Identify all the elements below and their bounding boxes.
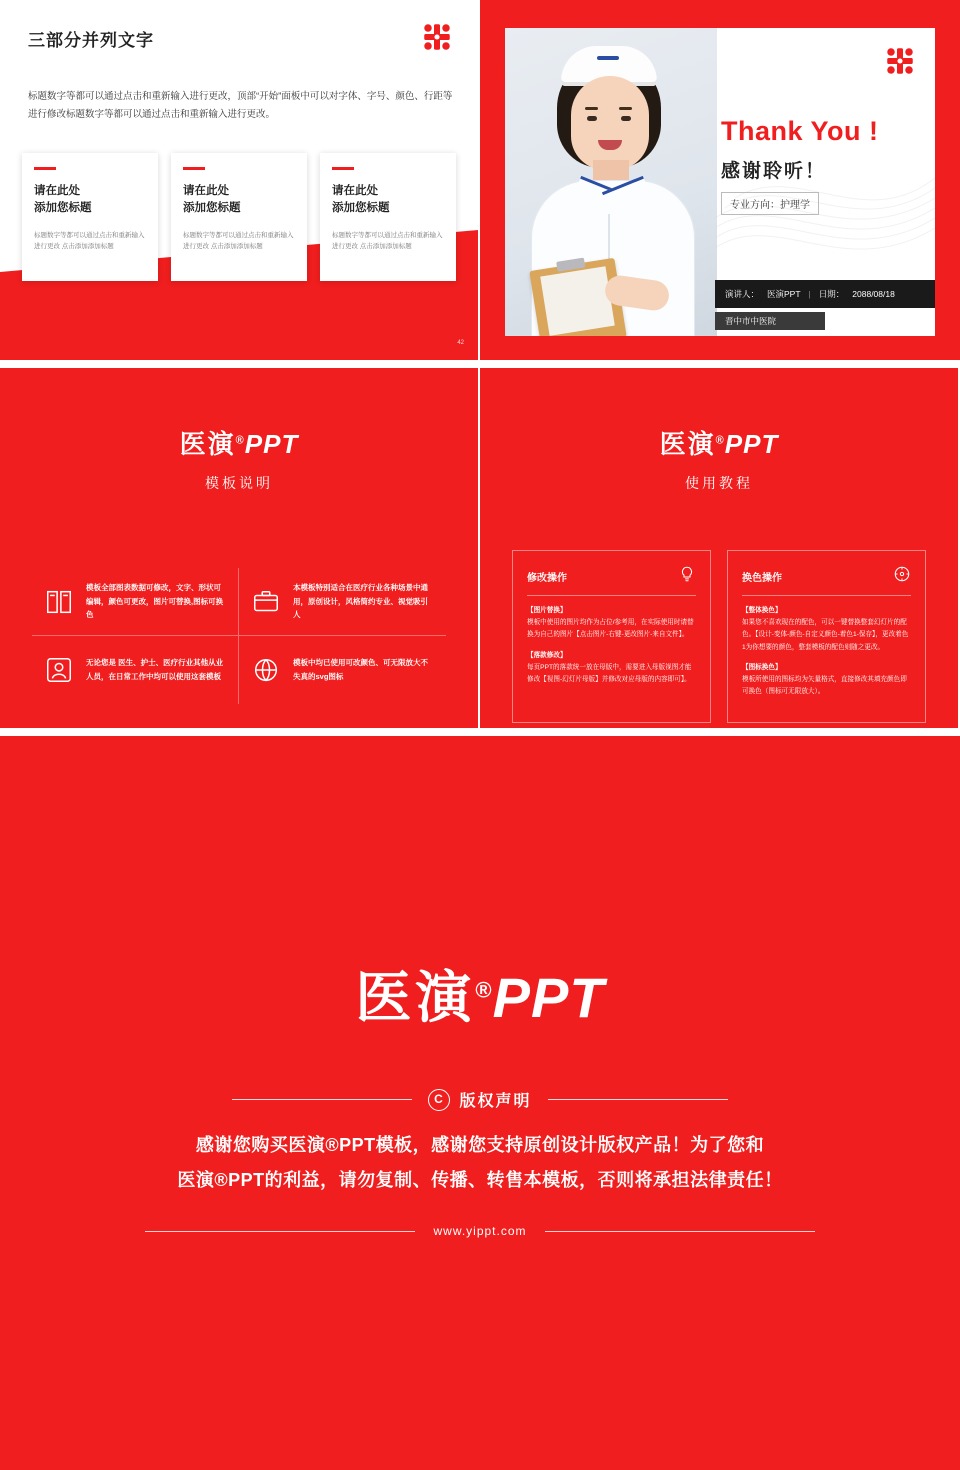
copyright-title-group [428,1088,531,1111]
nurse-brow-right [619,107,632,110]
card-row [22,153,456,281]
slide-three-column-text [0,0,478,360]
brand-chinese: 医演 [659,429,716,459]
thank-you-english: Thank You ! [721,116,879,146]
card-body: 标题数字等都可以通过点击和重新输入进行更改 点击添加添加标题 [332,231,443,250]
feature-item [239,636,446,704]
book-icon [44,587,74,617]
slide-template-description [0,368,478,728]
feature-item [239,568,446,636]
slide-gap-vertical [478,0,480,728]
panel-edit-operations [512,550,711,723]
content-card[interactable] [320,153,456,281]
brand-chinese: 医演 [179,429,236,459]
nurse-face [571,76,649,170]
brand-registered-mark: ® [235,434,245,447]
date-label: 日期： [818,289,845,299]
panel-title: 修改操作 [527,573,567,584]
slide-subtitle: 模板说明 [205,475,273,491]
card-accent-bar [34,167,56,170]
card-accent-bar [332,167,354,170]
brand-registered-mark: ® [475,977,493,1003]
brand-logo [480,424,958,461]
website-row [0,1224,960,1238]
brand-english: PPT [492,966,605,1029]
thank-you-chinese: 感谢聆听！ [721,161,827,182]
slide-usage-tutorial [480,368,958,728]
palette-icon [893,565,911,588]
copyright-line-1: 感谢您购买医演®PPT模板，感谢您支持原创设计版权产品！为了您和 [195,1135,765,1155]
panel-body [742,605,911,698]
speaker-label: 演讲人： [725,289,760,299]
panel-header [527,565,696,596]
feature-text: 本模板特别适合在医疗行业各种场景中通用，原创设计，风格简约专业、视觉吸引人 [293,582,428,620]
box-icon [251,587,281,617]
thank-you-card [505,28,935,336]
thank-you-content [717,28,935,336]
bulb-icon [678,565,696,588]
slide-gap [0,360,960,368]
brand-chinese: 医演 [355,966,476,1029]
section-body: 模板所使用的图标均为矢量格式，直接修改其填充颜色即可换色（图标可无限放大）。 [742,675,907,696]
divider-line-right [548,1099,728,1100]
section-heading: 【整体换色】 [742,607,782,614]
hospital-name: 晋中市中医院 [715,312,825,330]
brand-logo-large [0,954,960,1034]
content-card[interactable] [171,153,307,281]
date-value: 2088/08/18 [852,289,895,299]
panel-header [742,565,911,596]
globe-icon [251,655,281,685]
brand-registered-mark: ® [715,434,725,447]
slide-subtitle: 使用教程 [685,475,753,491]
feature-grid [32,568,446,704]
card-heading: 请在此处 添加您标题 [183,185,241,215]
copyright-divider [0,1088,960,1111]
feature-text: 无论您是 医生、护士、医疗行业其他从业人员，在日常工作中均可以使用这套模板 [86,658,224,681]
section-heading: 【图片替换】 [527,607,567,614]
person-icon [44,655,74,685]
card-heading: 请在此处 添加您标题 [332,185,390,215]
feature-text: 模板全部图表数据可修改，文字、形状可编辑，颜色可更改，图片可替换,图标可换色 [86,582,224,620]
page-title: 三部分并列文字 [28,31,154,50]
presenter-bar [715,280,935,308]
copyright-statement [0,1128,960,1198]
divider-line-right [545,1231,815,1232]
section-heading: 【图标换色】 [742,663,782,671]
panel-color-operations [727,550,926,723]
nurse-photo [505,28,717,336]
content-card[interactable] [22,153,158,281]
panel-title: 换色操作 [742,573,782,584]
card-accent-bar [183,167,205,170]
slide-copyright [0,736,960,1470]
panel-body [527,605,696,686]
website-url[interactable]: www.yippt.com [433,1224,527,1238]
nurse-eye-right [621,116,631,121]
feature-item [32,568,239,636]
speaker-name: 医演PPT [767,289,801,299]
major-badge: 专业方向：护理学 [721,192,819,215]
copyright-line-2: 医演®PPT的利益，请勿复制、传播、转售本模板，否则将承担法律责任！ [177,1170,783,1191]
section-body: 每页PPT的落款统一放在母版中，需要进入母版视图才能修改【视图-幻灯片母版】并修改对应母版的内容即可】。 [527,663,692,683]
brand-english: PPT [244,429,299,459]
medical-cross-logo-icon [885,46,915,76]
feature-item [32,636,239,704]
nurse-brow-left [585,107,598,110]
card-body: 标题数字等都可以通过点击和重新输入进行更改 点击添加添加标题 [34,231,145,250]
feature-text: 模板中均已使用可改颜色、可无限放大不失真的svg图标 [293,658,428,681]
divider-line-left [232,1099,412,1100]
copyright-icon: C [428,1089,450,1111]
divider-line-left [145,1231,415,1232]
card-body: 标题数字等都可以通过点击和重新输入进行更改 点击添加添加标题 [183,231,294,250]
slide-thank-you [480,0,960,360]
tutorial-panels [512,550,926,723]
nurse-eye-left [587,116,597,121]
card-heading: 请在此处 添加您标题 [34,185,92,215]
slide-description: 标题数字等都可以通过点击和重新输入进行更改，顶部“开始”面板中可以对字体、字号、颜色、行距等进行修改标题数字等都可以通过点击和重新输入进行更改。 [28,91,453,120]
copyright-title: 版权声明 [459,1093,532,1110]
slide-gap [0,728,960,736]
section-body: 模板中使用的图片均作为占位/参考用，在实际使用时请替换为自己的图片【点击图片-右键-更改图片-来自文件】。 [527,619,694,639]
brand-english: PPT [724,429,779,459]
meta-separator: | [808,289,811,299]
section-body: 如果您不喜欢现在的配色，可以一键替换整套幻灯片的配色。【设计-变体-颜色-自定义颜色-着色1-保存】，更改着色1为你想要的颜色，整套模板的配色则随之更改。 [742,619,909,651]
brand-logo [0,424,478,461]
page-number: 42 [457,340,464,346]
section-heading: 【落款修改】 [527,651,567,659]
medical-cross-logo-icon [422,22,452,52]
